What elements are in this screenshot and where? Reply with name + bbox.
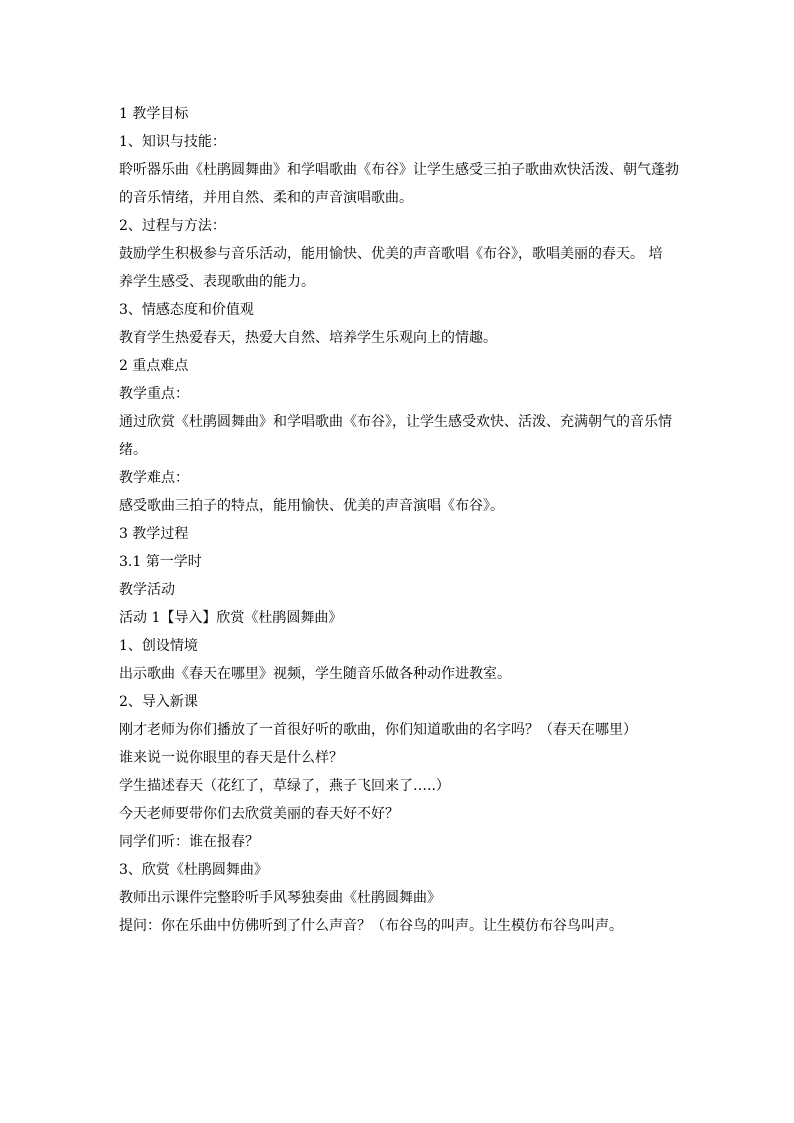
body-text: 聆听器乐曲《杜鹃圆舞曲》和学唱歌曲《布谷》让学生感受三拍子歌曲欢快活泼、朝气蓬勃	[119, 162, 679, 178]
body-text: 教育学生热爱春天，热爱大自然、培养学生乐观向上的情趣。	[119, 330, 497, 346]
subheading-difficulty: 教学难点：	[119, 470, 189, 486]
step-heading: 1、创设情境	[119, 638, 198, 654]
body-text: 学生描述春天（花红了，草绿了，燕子飞回来了…..）	[119, 778, 450, 794]
section-heading-process: 3 教学过程	[119, 526, 189, 542]
body-text: 刚才老师为你们播放了一首很好听的歌曲，你们知道歌曲的名字吗？（春天在哪里）	[119, 722, 637, 738]
body-text: 通过欣赏《杜鹃圆舞曲》和学唱歌曲《布谷》，让学生感受欢快、活泼、充满朝气的音乐情	[119, 414, 672, 430]
body-text: 鼓励学生积极参与音乐活动，能用愉快、优美的声音歌唱《布谷》，歌唱美丽的春天。 培	[119, 246, 663, 262]
subheading-attitude-values: 3、情感态度和价值观	[119, 302, 254, 318]
section-heading-objectives: 1 教学目标	[119, 106, 189, 122]
body-text: 教师出示课件完整聆听手风琴独奏曲《杜鹃圆舞曲》	[119, 890, 441, 906]
subheading-first-lesson: 3.1 第一学时	[119, 554, 202, 570]
body-text: 提问：你在乐曲中仿佛听到了什么声音？（布谷鸟的叫声。让生模仿布谷鸟叫声。	[119, 918, 623, 934]
section-heading-key-points: 2 重点难点	[119, 358, 189, 374]
body-text: 感受歌曲三拍子的特点，能用愉快、优美的声音演唱《布谷》。	[119, 498, 504, 514]
body-text: 今天老师要带你们去欣赏美丽的春天好不好？	[119, 806, 399, 822]
subheading-knowledge-skills: 1、知识与技能：	[119, 134, 226, 150]
document-page	[119, 100, 689, 940]
subheading-key-focus: 教学重点：	[119, 386, 189, 402]
step-heading: 2、导入新课	[119, 694, 198, 710]
body-text: 谁来说一说你眼里的春天是什么样？	[119, 750, 343, 766]
body-text: 养学生感受、表现歌曲的能力。	[119, 274, 315, 290]
step-heading: 3、欣赏《杜鹃圆舞曲》	[119, 862, 268, 878]
body-text: 出示歌曲《春天在哪里》视频，学生随音乐做各种动作进教室。	[119, 666, 511, 682]
activity-title: 活动 1【导入】欣赏《杜鹃圆舞曲》	[119, 610, 343, 626]
body-text: 绪。	[119, 442, 147, 458]
body-text: 的音乐情绪，并用自然、柔和的声音演唱歌曲。	[119, 190, 413, 206]
body-text: 同学们听：谁在报春？	[119, 834, 259, 850]
subheading-process-method: 2、过程与方法：	[119, 218, 226, 234]
subheading-activities: 教学活动	[119, 582, 175, 598]
